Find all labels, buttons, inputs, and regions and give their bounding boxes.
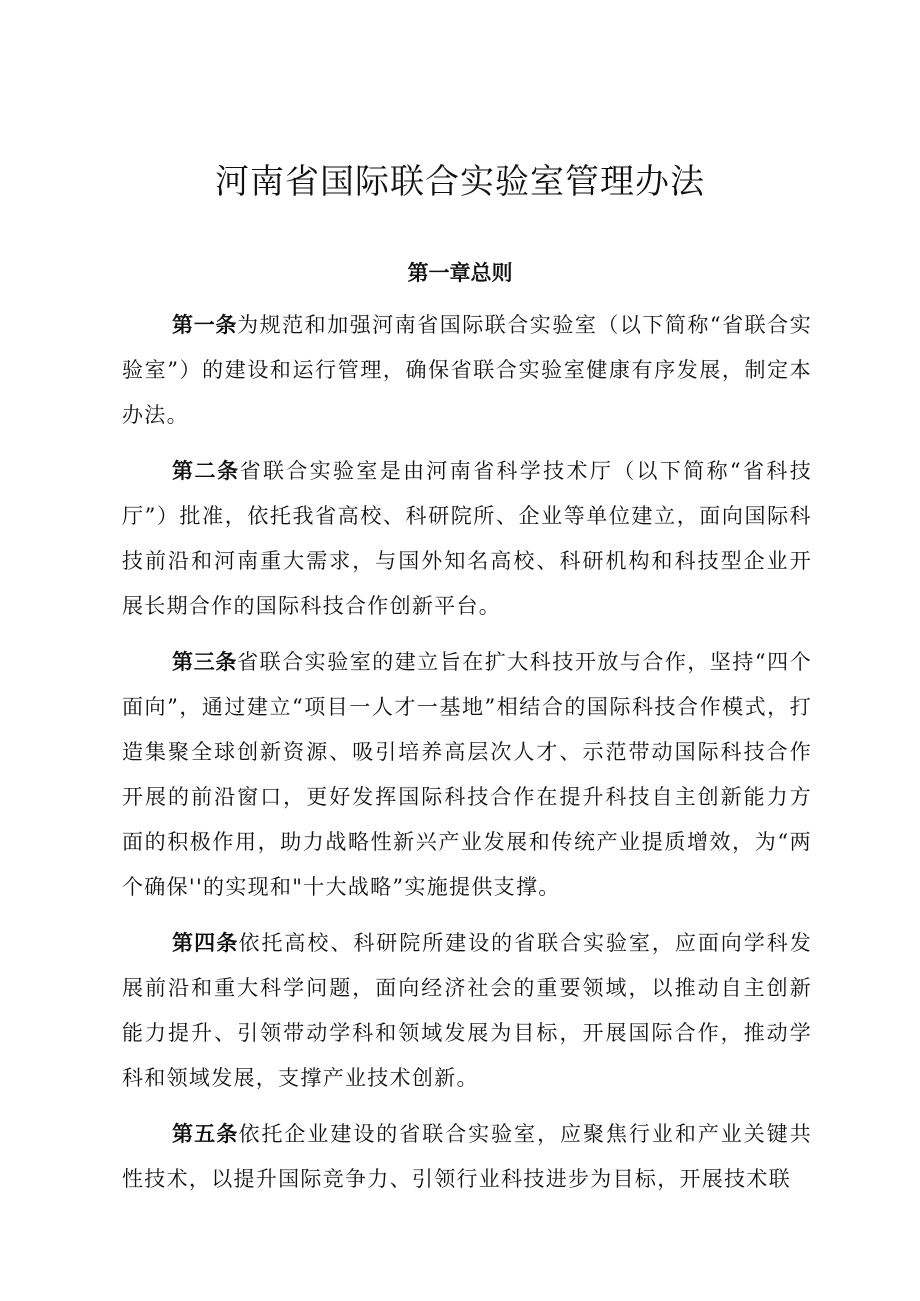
article-label: 第三条 — [172, 650, 238, 674]
article-text: 依托企业建设的省联合实验室，应聚焦行业和产业关键共性技术，以提升国际竞争力、引领行业科技进步为目标，开展技术联 — [122, 1122, 812, 1191]
document-body — [122, 303, 812, 1213]
document-title: 河南省国际联合实验室管理办法 — [215, 162, 705, 202]
article-label: 第二条 — [172, 459, 240, 483]
chapter-heading: 第一章总则 — [407, 261, 513, 285]
article-text: 省联合实验室的建立旨在扩大科技开放与合作，坚持“四个面向”，通过建立“项目一人才一基地”相结合的国际科技合作模式，打造集聚全球创新资源、吸引培养高层次人才、示范带动国际科技合作开展的前沿窗口，更好发挥国际科技合作在提升科技自主创新能力方面的积极作用，助力战略性新兴产业发展和传统产业提质增效，为“两个确保''的实现和"十大战略”实施提供支撑。 — [122, 650, 812, 899]
article-label: 第一条 — [172, 313, 238, 337]
article-label: 第四条 — [172, 931, 239, 955]
article-5 — [122, 1112, 812, 1202]
article-2 — [122, 449, 812, 629]
article-3 — [122, 640, 812, 910]
article-label: 第五条 — [172, 1122, 239, 1146]
article-4 — [122, 921, 812, 1101]
article-text: 为规范和加强河南省国际联合实验室（以下简称“省联合实验室”）的建设和运行管理，确保省联合实验室健康有序发展，制定本办法。 — [122, 313, 812, 427]
article-text: 依托高校、科研院所建设的省联合实验室，应面向学科发展前沿和重大科学问题，面向经济社会的重要领域，以推动自主创新能力提升、引领带动学科和领域发展为目标，开展国际合作，推动学科和领域发展，支撑产业技术创新。 — [122, 931, 812, 1090]
article-text: 省联合实验室是由河南省科学技术厅（以下简称“省科技厅”）批准，依托我省高校、科研院所、企业等单位建立，面向国际科技前沿和河南重大需求，与国外知名高校、科研机构和科技型企业开展长期合作的国际科技合作创新平台。 — [122, 459, 812, 618]
article-1 — [122, 303, 812, 438]
